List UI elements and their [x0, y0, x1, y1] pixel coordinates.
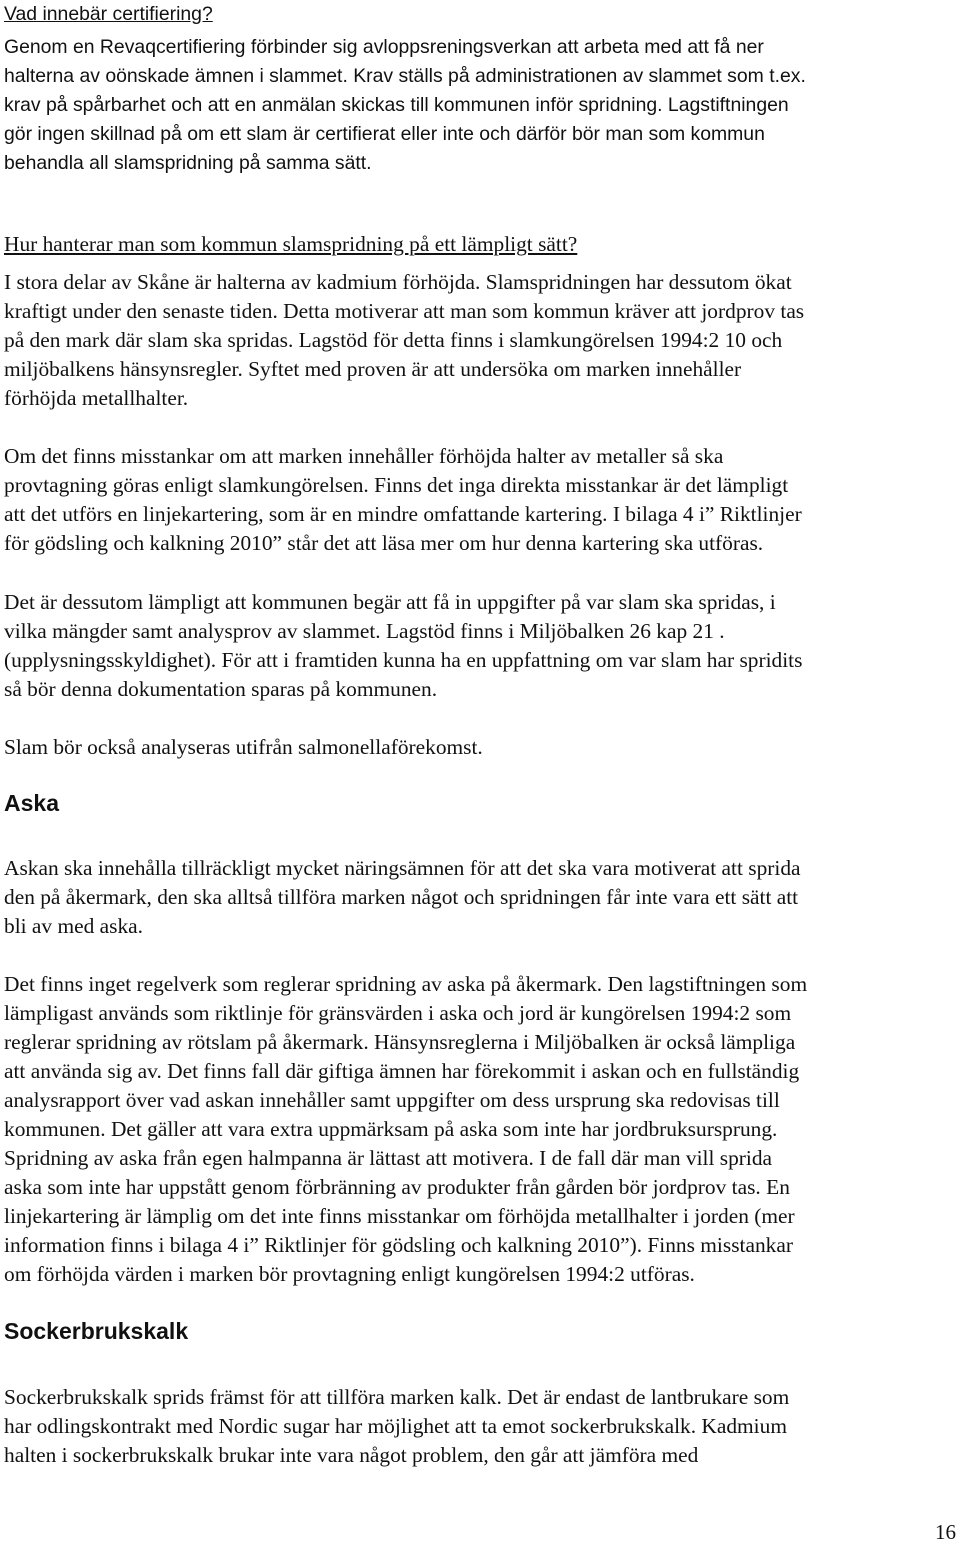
- text-line: linjekartering är lämplig om det inte finns misstankar om förhöjda metallhalter i jorden (mer: [4, 1204, 795, 1228]
- text-line: (upplysningsskyldighet). För att i framtiden kunna ha en uppfattning om var slam har spridits: [4, 648, 803, 672]
- text-line: aska som inte har uppstått genom förbränning av produkter från gården bör jordprov tas. En: [4, 1175, 790, 1199]
- text-line: halterna av oönskade ämnen i slammet. Krav ställs på administrationen av slammet som t.ex.: [4, 65, 806, 87]
- text-line: information finns i bilaga 4 i” Riktlinjer för gödsling och kalkning 2010”). Finns misstankar: [4, 1233, 793, 1257]
- text-line: Det är dessutom lämpligt att kommunen begär att få in uppgifter på var slam ska spridas, i: [4, 590, 776, 614]
- heading-certifiering: Vad innebär certifiering?: [4, 3, 213, 25]
- text-line: krav på spårbarhet och att en anmälan skickas till kommunen inför spridning. Lagstiftningen: [4, 94, 789, 116]
- text-line: att det utförs en linjekartering, som är en mindre omfattande kartering. I bilaga 4 i” Riktlinjer: [4, 502, 802, 526]
- text-line: Genom en Revaqcertifiering förbinder sig avloppsreningsverkan att arbeta med att få ner: [4, 36, 764, 58]
- text-line: kraftigt under den senaste tiden. Detta motiverar att man som kommun kräver att jordprov tas: [4, 299, 805, 323]
- text-line: Slam bör också analyseras utifrån salmonellaförekomst.: [4, 735, 483, 759]
- text-line: provtagning göras enligt slamkungörelsen. Finns det inga direkta misstankar är det lämpligt: [4, 473, 789, 497]
- heading-sockerbrukskalk: Sockerbrukskalk: [4, 1318, 189, 1344]
- text-line: I stora delar av Skåne är halterna av kadmium förhöjda. Slamspridningen har dessutom ökat: [4, 270, 792, 294]
- text-line: lämpligast används som riktlinje för gränsvärden i aska och jord är kungörelsen 1994:2 som: [4, 1001, 792, 1025]
- text-line: behandla all slamspridning på samma sätt.: [4, 152, 372, 174]
- text-line: förhöjda metallhalter.: [4, 386, 189, 410]
- text-line: kommunen. Det gäller att vara extra uppmärksam på aska som inte har jordbruksursprung.: [4, 1117, 778, 1141]
- text-line: Om det finns misstankar om att marken innehåller förhöjda halter av metaller så ska: [4, 444, 724, 468]
- text-line: att använda sig av. Det finns fall där giftiga ämnen har förekommit i askan och en fullständig: [4, 1059, 800, 1083]
- heading-aska: Aska: [4, 790, 59, 816]
- text-line: analysrapport över vad askan innehåller samt uppgifter om dess ursprung ska redovisas till: [4, 1088, 780, 1112]
- text-line: miljöbalkens hänsynsregler. Syftet med proven är att undersöka om marken innehåller: [4, 357, 742, 381]
- text-line: den på åkermark, den ska alltså tillföra marken något och spridningen får inte vara ett sätt att: [4, 885, 799, 909]
- text-line: har odlingskontrakt med Nordic sugar har möjlighet att ta emot sockerbrukskalk. Kadmium: [4, 1414, 787, 1438]
- text-line: reglerar spridning av rötslam på åkermark. Hänsynsreglerna i Miljöbalken är också lämpliga: [4, 1030, 796, 1054]
- text-line: för gödsling och kalkning 2010” står det att läsa mer om hur denna kartering ska utföras.: [4, 531, 764, 555]
- text-line: på den mark där slam ska spridas. Lagstöd för detta finns i slamkungörelsen 1994:2 10 och: [4, 328, 783, 352]
- text-line: Spridning av aska från egen halmpanna är lättast att motivera. I de fall där man vill sprida: [4, 1146, 773, 1170]
- text-line: om förhöjda värden i marken bör provtagning enligt kungörelsen 1994:2 utföras.: [4, 1262, 695, 1286]
- text-line: Det finns inget regelverk som reglerar spridning av aska på åkermark. Den lagstiftningen som: [4, 972, 808, 996]
- text-line: gör ingen skillnad på om ett slam är certifierat eller inte och därför bör man som kommun: [4, 123, 765, 145]
- text-line: bli av med aska.: [4, 914, 143, 938]
- heading-hantera: Hur hanterar man som kommun slamspridning på ett lämpligt sätt?: [4, 232, 578, 256]
- text-line: så bör denna dokumentation sparas på kommunen.: [4, 677, 438, 701]
- page-number: 16: [935, 1520, 956, 1544]
- text-line: halten i sockerbrukskalk brukar inte vara något problem, den går att jämföra med: [4, 1443, 699, 1467]
- text-line: vilka mängder samt analysprov av slammet. Lagstöd finns i Miljöbalken 26 kap 21 .: [4, 619, 725, 643]
- text-line: Sockerbrukskalk sprids främst för att tillföra marken kalk. Det är endast de lantbrukare som: [4, 1385, 790, 1409]
- text-line: Askan ska innehålla tillräckligt mycket näringsämnen för att det ska vara motiverat att sprida: [4, 856, 801, 880]
